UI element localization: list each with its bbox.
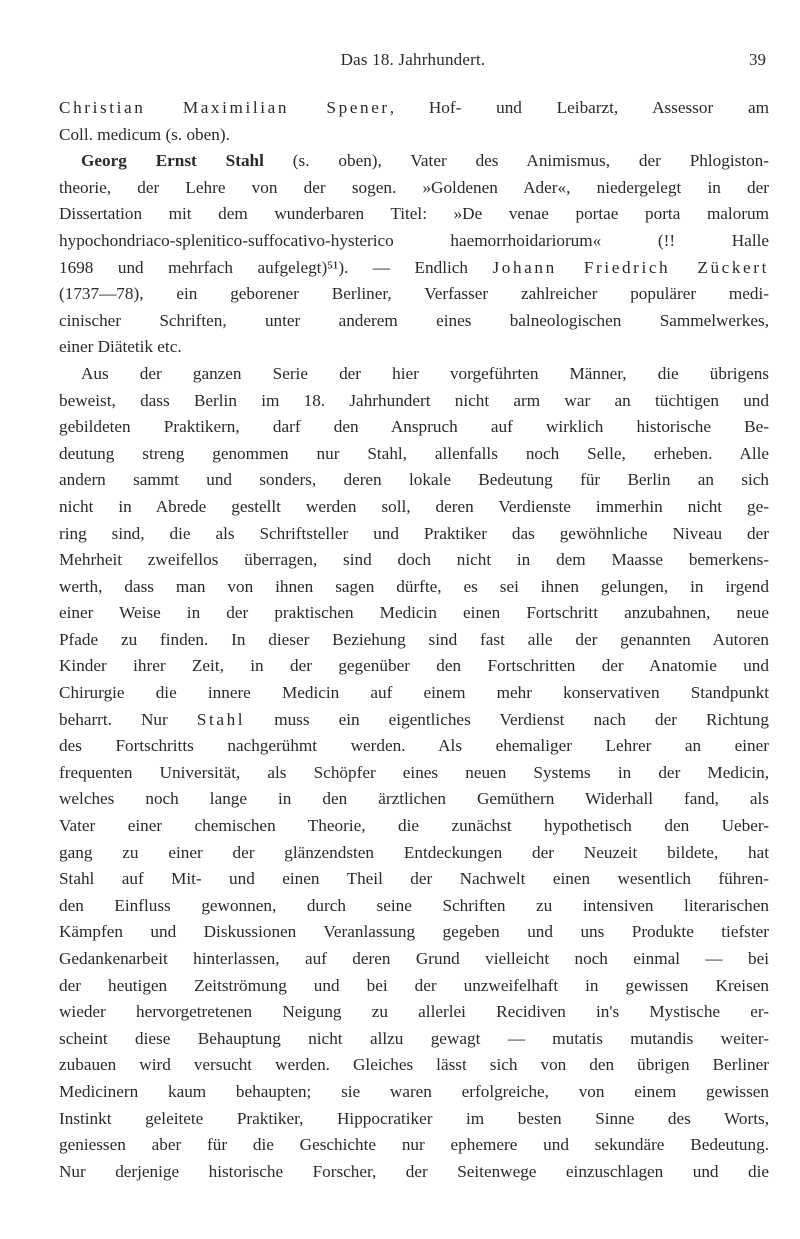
text-segment: theorie, der Lehre von der sogen. »Goldenen Ader«, niedergelegt in der: [59, 177, 769, 197]
text-segment: Gedankenarbeit hinterlassen, auf deren Grund vielleicht noch einmal — bei: [59, 949, 769, 968]
text-line: [59, 148, 769, 175]
text-line: [59, 547, 769, 574]
text-line: [59, 228, 769, 255]
text-line: [59, 122, 769, 149]
spaced-name: Johann Friedrich Zückert: [492, 257, 769, 277]
text-segment: Kinder ihrer Zeit, in der gegenüber den Fortschritten der Anatomie und: [59, 656, 769, 676]
text-segment: Kämpfen und Diskussionen Veranlassung gegeben und uns Produkte tiefster: [59, 922, 769, 942]
text-segment: gang zu einer der glänzendsten Entdeckungen der Neuzeit bildete, hat: [59, 842, 769, 862]
text-line: [59, 414, 769, 441]
text-segment: (s. oben), Vater des Animismus, der Phlogiston-: [263, 151, 770, 171]
text-line: [59, 388, 769, 415]
text-segment: Dissertation mit dem wunderbaren Titel: »De venae portae porta malorum: [59, 204, 769, 224]
text-line: [59, 1159, 769, 1186]
text-line: [59, 653, 769, 680]
text-segment: Medicinern kaum behaupten; sie waren erfolgreiche, von einem gewissen: [59, 1081, 769, 1101]
text-line: [59, 627, 769, 654]
text-segment: einer Weise in der praktischen Medicin einen Fortschritt anzubahnen, neue: [59, 603, 769, 623]
text-segment: einer Diätetik etc.: [59, 337, 182, 357]
text-line: [59, 999, 769, 1026]
text-segment: zubauen wird versucht werden. Gleiches lässt sich von den übrigen Berliner: [59, 1055, 769, 1075]
text-segment: Stahl auf Mit- und einen Theil der Nachwelt einen wesentlich führen-: [59, 869, 769, 889]
text-segment: (1737—78), ein geborener Berliner, Verfasser zahlreicher populärer medi-: [59, 284, 769, 304]
text-segment: wieder hervorgetretenen Neigung zu allerlei Recidiven in's Mystische er-: [59, 1002, 769, 1022]
text-line: [59, 866, 769, 893]
text-segment: nicht in Abrede gestellt werden soll, deren Verdienste immerhin nicht ge-: [59, 496, 769, 516]
running-header: [60, 50, 766, 80]
text-line: [59, 521, 769, 548]
text-line: [59, 1079, 769, 1106]
body-text: [59, 95, 769, 1185]
text-line: [59, 441, 769, 468]
text-segment: gebildeten Praktikern, darf den Anspruch auf wirklich historische Be-: [59, 417, 769, 437]
text-line: [59, 733, 769, 760]
text-line: [59, 680, 769, 707]
text-segment: muss ein eigentliches Verdienst nach der Richtung: [245, 709, 769, 729]
text-line: [59, 467, 769, 494]
text-segment: ring sind, die als Schriftsteller und Praktiker das gewöhnliche Niveau der: [59, 523, 769, 543]
text-line: [59, 893, 769, 920]
text-line: [59, 1106, 769, 1133]
text-line: [59, 494, 769, 521]
text-line: [59, 840, 769, 867]
text-line: [59, 308, 769, 335]
text-segment: werth, dass man von ihnen sagen dürfte, es sei ihnen gelungen, in irgend: [59, 576, 769, 596]
spaced-name: Christian Maximilian Spener: [59, 98, 390, 117]
text-segment: des Fortschritts nachgerühmt werden. Als ehemaliger Lehrer an einer: [59, 736, 769, 756]
text-segment: beharrt. Nur: [59, 709, 197, 729]
text-line: [59, 813, 769, 840]
text-segment: Aus der ganzen Serie der hier vorgeführten Männer, die übrigens: [81, 363, 769, 383]
text-line: [59, 600, 769, 627]
text-segment: Chirurgie die innere Medicin auf einem mehr konservativen Standpunkt: [59, 683, 769, 703]
spaced-name: Stahl: [196, 709, 246, 729]
text-line: [59, 201, 769, 228]
text-line: [59, 574, 769, 601]
text-segment: Mehrheit zweifellos überragen, sind doch nicht in dem Maasse bemerkens-: [59, 550, 769, 570]
page-number: 39: [749, 50, 766, 69]
text-line: [59, 175, 769, 202]
text-segment: Vater einer chemischen Theorie, die zunächst hypothetisch den Ueber-: [59, 816, 769, 836]
text-line: [59, 281, 769, 308]
text-segment: hypochondriaco-splenitico-suffocativo-hysterico haemorrhoidariorum« (!! Halle: [59, 230, 769, 250]
text-line: [59, 1026, 769, 1053]
text-segment: Nur derjenige historische Forscher, der Seitenwege einzuschlagen und die: [59, 1161, 769, 1181]
bold-name: Georg Ernst Stahl: [81, 151, 264, 171]
text-line: [59, 1052, 769, 1079]
text-segment: , Hof- und Leibarzt, Assessor am: [389, 98, 769, 117]
text-segment: welches noch lange in den ärztlichen Gemüthern Widerhall fand, als: [59, 789, 769, 809]
text-segment: geniessen aber für die Geschichte nur ephemere und sekundäre Bedeutung.: [59, 1135, 769, 1155]
running-title: Das 18. Jahrhundert.: [340, 50, 486, 69]
text-line: [59, 760, 769, 787]
text-line: [59, 973, 769, 1000]
text-segment: Coll. medicum (s. oben).: [59, 124, 230, 144]
text-segment: deutung streng genommen nur Stahl, allenfalls noch Selle, erheben. Alle: [59, 443, 769, 463]
text-line: [59, 707, 769, 734]
text-line: [59, 919, 769, 946]
text-segment: der heutigen Zeitströmung und bei der unzweifelhaft in gewissen Kreisen: [59, 975, 769, 995]
text-segment: den Einfluss gewonnen, durch seine Schriften zu intensiven literarischen: [59, 895, 769, 915]
text-segment: Instinkt geleitete Praktiker, Hippocratiker im besten Sinne des Worts,: [59, 1108, 769, 1128]
text-line: [59, 255, 769, 282]
text-line: [59, 786, 769, 813]
text-line: [59, 334, 769, 361]
text-segment: frequenten Universität, als Schöpfer eines neuen Systems in der Medicin,: [59, 762, 769, 782]
text-line: [59, 1132, 769, 1159]
text-segment: Pfade zu finden. In dieser Beziehung sind fast alle der genannten Autoren: [59, 629, 769, 649]
text-segment: 1698 und mehrfach aufgelegt)⁵¹). — Endlich: [59, 257, 493, 277]
text-segment: cinischer Schriften, unter anderem eines balneologischen Sammelwerkes,: [59, 310, 769, 330]
text-line: [59, 946, 769, 973]
text-segment: andern sammt und sonders, deren lokale Bedeutung für Berlin an sich: [59, 470, 769, 490]
text-segment: beweist, dass Berlin im 18. Jahrhundert nicht arm war an tüchtigen und: [59, 390, 769, 410]
text-segment: scheint diese Behauptung nicht allzu gewagt — mutatis mutandis weiter-: [59, 1028, 769, 1048]
text-line: [59, 95, 769, 122]
text-line: [59, 361, 769, 388]
